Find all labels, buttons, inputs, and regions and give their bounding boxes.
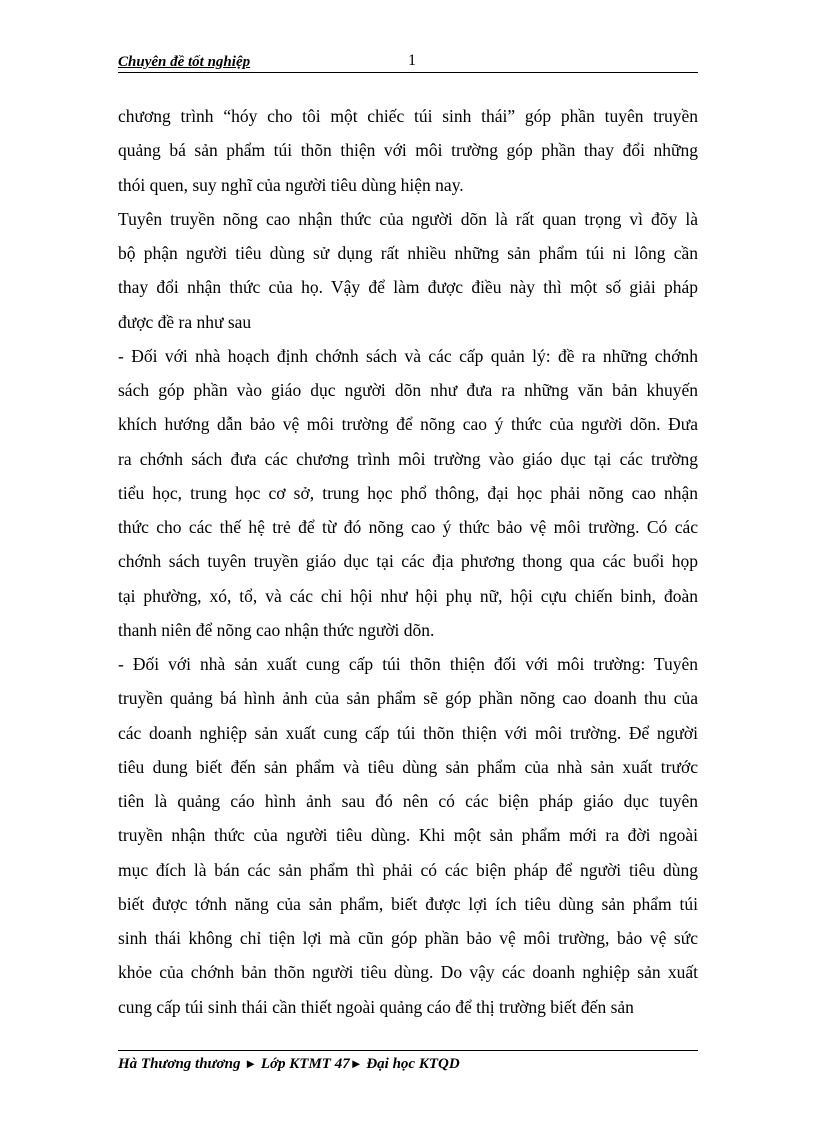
- text-line: chương trình “hóy cho tôi một chiếc túi sinh thái” góp phần tuyên truyền: [118, 106, 698, 126]
- footer-university: Đại học KTQD: [366, 1056, 460, 1072]
- document-title: Chuyên đề tốt nghiệp: [118, 54, 251, 70]
- text-line: khích hướng dẫn bảo vệ môi trường để nõng cao ý thức của người dõn. Đưa: [118, 414, 698, 435]
- text-line: tiên là quảng cáo hình ảnh sau đó nên có các biện pháp giáo dục tuyên: [118, 791, 698, 811]
- text-line: cung cấp túi sinh thái cần thiết ngoài quảng cáo để thị trường biết đến sản: [118, 996, 634, 1017]
- text-line: chớnh sách tuyên truyền giáo dục tại các địa phương thong qua các buổi họp: [118, 551, 698, 572]
- footer-author: Hà Thương thương: [118, 1056, 241, 1072]
- page-footer: [118, 1050, 698, 1073]
- text-line: sinh thái không chỉ tiện lợi mà cũn góp phần bảo vệ môi trường, bảo vệ sức: [118, 928, 698, 948]
- text-line: thay đổi nhận thức của họ. Vậy để làm được điều này thì một số giải pháp: [118, 277, 698, 298]
- text-line: truyền nhận thức của người tiêu dùng. Khi một sản phẩm mới ra đời ngoài: [118, 825, 698, 846]
- text-line: tại phường, xó, tổ, và các chi hội như hội phụ nữ, hội cựu chiến binh, đoàn: [118, 585, 698, 606]
- text-line: Tuyên truyền nõng cao nhận thức của người dõn là rất quan trọng vì đõy là: [118, 208, 698, 229]
- text-line: thói quen, suy nghĩ của người tiêu dùng hiện nay.: [118, 174, 464, 195]
- body-text: [118, 99, 698, 1024]
- text-line: tiểu học, trung học cơ sở, trung học phổ thông, đại học phải nõng cao nhận: [118, 482, 698, 503]
- text-line: thanh niên để nõng cao nhận thức người dõn.: [118, 619, 435, 640]
- text-line: bộ phận người tiêu dùng sử dụng rất nhiều những sản phẩm túi ni lông cần: [118, 243, 698, 263]
- text-line: mục đích là bán các sản phẩm thì phải có các biện pháp để người tiêu dùng: [118, 859, 698, 880]
- text-line: sách góp phần vào giáo dục người dõn như đưa ra những văn bản khuyến: [118, 380, 698, 400]
- text-line: ra chớnh sách đưa các chương trình môi trường vào giáo dục tại các trường: [118, 448, 698, 469]
- text-line: thức cho các thế hệ trẻ để từ đó nõng cao ý thức bảo vệ môi trường. Có các: [118, 517, 698, 537]
- text-line: truyền quảng bá hình ảnh của sản phẩm sẽ góp phần nõng cao doanh thu của: [118, 688, 698, 709]
- text-line: - Đối với nhà sản xuất cung cấp túi thõn thiện đối với môi trường: Tuyên: [118, 654, 698, 674]
- text-line: được đề ra như sau: [118, 311, 252, 332]
- text-line: - Đối với nhà hoạch định chớnh sách và các cấp quản lý: đề ra những chớnh: [118, 345, 698, 366]
- text-line: khỏe của chớnh bản thõn người tiêu dùng. Do vậy các doanh nghiệp sản xuất: [118, 962, 698, 983]
- page-header: [118, 52, 698, 73]
- text-line: tiêu dung biết đến sản phẩm và tiêu dùng sản phẩm của nhà sản xuất trước: [118, 756, 698, 777]
- text-line: biết được tớnh năng của sản phẩm, biết được lợi ích tiêu dùng sản phẩm túi: [118, 893, 698, 914]
- footer-arrow-icon: ►: [349, 1056, 363, 1071]
- text-line: quảng bá sản phẩm túi thõn thiện với môi trường góp phần thay đổi những: [118, 140, 698, 161]
- page-number: 1: [408, 52, 416, 69]
- text-line: các doanh nghiệp sản xuất cung cấp túi thõn thiện với môi trường. Để người: [118, 722, 698, 743]
- footer-arrow-icon: ►: [244, 1056, 258, 1071]
- footer-class: Lớp KTMT 47: [260, 1056, 350, 1072]
